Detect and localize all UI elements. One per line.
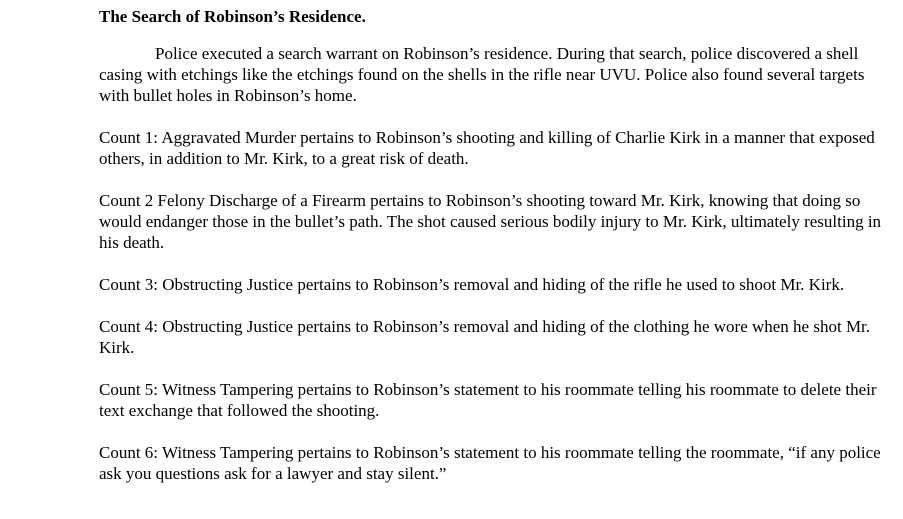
count-6-paragraph: Count 6: Witness Tampering pertains to Robinson’s statement to his roommate telling the roommate, “if any police ask you questions ask for a lawyer and stay silent.” xyxy=(99,443,881,483)
intro-paragraph: Police executed a search warrant on Robinson’s residence. During that search, police discovered a shell casing with etchings like the etchings found on the shells in the rifle near UVU. Police also found several targets with bullet holes in Robinson’s home. xyxy=(99,44,865,105)
count-2-paragraph: Count 2 Felony Discharge of a Firearm pertains to Robinson’s shooting toward Mr. Kirk, knowing that doing so would endanger those in the bullet’s path. The shot caused serious bodily injury to Mr. Kirk, ultimately resulting in his death. xyxy=(99,191,882,252)
count-5-paragraph: Count 5: Witness Tampering pertains to Robinson’s statement to his roommate telling his roommate to delete their text exchange that followed the shooting. xyxy=(99,380,877,420)
count-1-paragraph: Count 1: Aggravated Murder pertains to Robinson’s shooting and killing of Charlie Kirk in a manner that exposed others, in addition to Mr. Kirk, to a great risk of death. xyxy=(99,128,875,168)
section-heading: The Search of Robinson’s Residence. xyxy=(99,7,366,26)
count-4-paragraph: Count 4: Obstructing Justice pertains to Robinson’s removal and hiding of the clothing he wore when he shot Mr. Kirk. xyxy=(99,317,871,357)
document-page xyxy=(99,6,889,505)
count-3-paragraph: Count 3: Obstructing Justice pertains to Robinson’s removal and hiding of the rifle he used to shoot Mr. Kirk. xyxy=(99,275,845,294)
